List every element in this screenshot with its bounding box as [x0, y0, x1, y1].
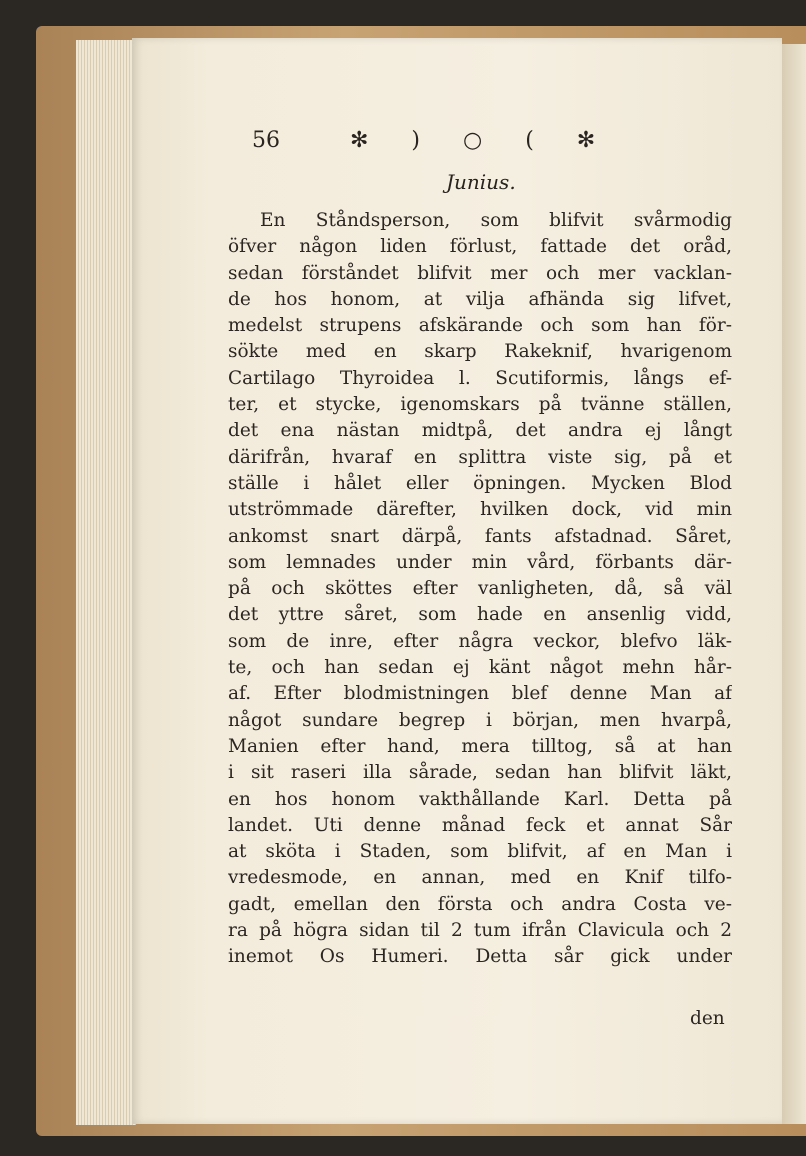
text-line: som lemnades under min vård, förbants där- [228, 551, 732, 573]
text-line: Manien efter hand, mera tilltog, så at han [228, 735, 732, 757]
page-edges [76, 40, 136, 1125]
text-line: ställe i hålet eller öpningen. Mycken Blod [228, 472, 732, 494]
text-line: i sit raseri illa sårade, sedan han blifvit läkt, [228, 762, 732, 784]
text-line: ter, et stycke, igenomskars på tvänne ställen, [228, 394, 732, 416]
text-body [228, 208, 732, 971]
text-line: det ena nästan midtpå, det andra ej långt [228, 420, 732, 442]
page-header [252, 128, 732, 168]
header-ornament: ✻ ) ○ ( ✻ [350, 128, 614, 153]
page-number: 56 [252, 128, 280, 153]
text-line: gadt, emellan den första och andra Costa ve- [228, 893, 732, 915]
text-line: Cartilago Thyroidea l. Scutiformis, långs ef- [228, 367, 732, 389]
text-line: te, och han sedan ej känt något mehn hår- [228, 657, 732, 679]
text-line: af. Efter blodmistningen blef denne Man af [228, 683, 732, 705]
text-line: en hos honom vakthållande Karl. Detta på [228, 788, 732, 810]
text-line: sökte med en skarp Rakeknif, hvarigenom [228, 341, 732, 363]
text-line: inemot Os Humeri. Detta sår gick under [228, 946, 732, 968]
text-line: på och sköttes efter vanligheten, då, så väl [228, 578, 732, 600]
text-line: något sundare begrep i början, men hvarpå, [228, 709, 732, 731]
text-line: därifrån, hvaraf en splittra viste sig, på et [228, 446, 732, 468]
text-line: medelst strupens afskärande och som han för- [228, 315, 732, 337]
facing-page-edge [782, 44, 806, 1124]
text-line: En Ståndsperson, som blifvit svårmodig [260, 210, 732, 231]
text-line: ankomst snart därpå, fants afstadnad. Såret, [228, 525, 732, 547]
text-line: utströmmade därefter, hvilken dock, vid min [228, 499, 732, 521]
text-line: sedan förståndet blifvit mer och mer vacklan- [228, 262, 732, 284]
text-line: det yttre såret, som hade en ansenlig vidd, [228, 604, 732, 626]
text-line: landet. Uti denne månad feck et annat Sår [228, 814, 732, 836]
text-line: at sköta i Staden, som blifvit, af en Man i [228, 841, 732, 863]
running-head: Junius. [446, 170, 516, 194]
text-line: vredesmode, en annan, med en Knif tilfo- [228, 867, 732, 889]
text-line: de hos honom, at vilja afhända sig lifvet, [228, 288, 732, 310]
text-line: ra på högra sidan til 2 tum ifrån Clavicula och 2 [228, 920, 732, 942]
catchword: den [690, 1008, 725, 1029]
text-line: öfver någon liden förlust, fattade det oråd, [228, 236, 732, 258]
text-line: som de inre, efter några veckor, blefvo läk- [228, 630, 732, 652]
